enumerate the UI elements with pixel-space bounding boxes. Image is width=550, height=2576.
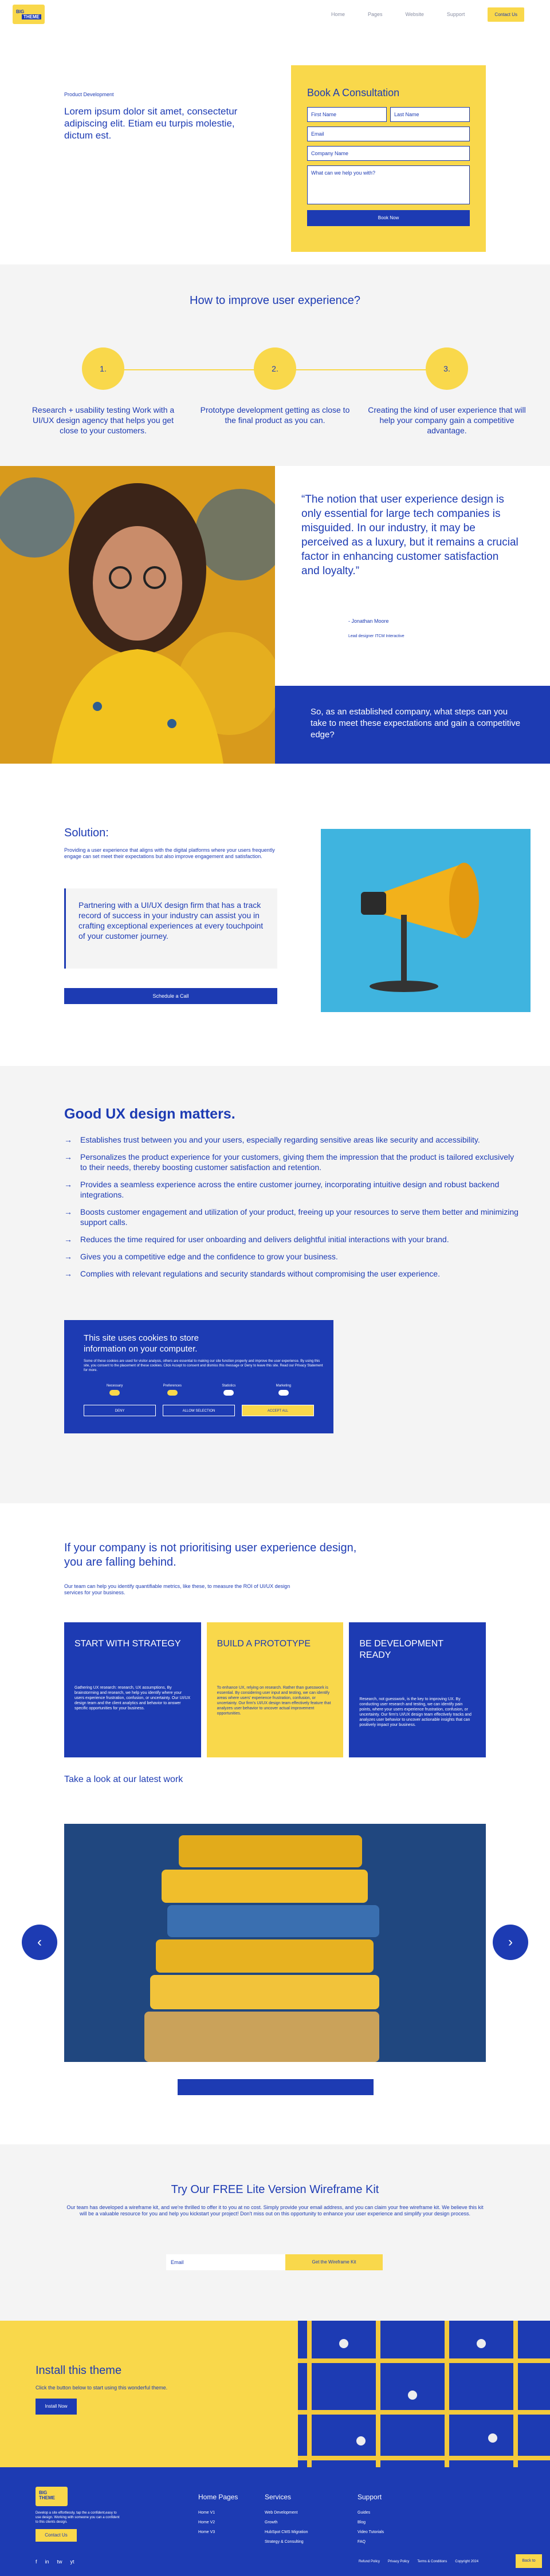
toggle-label: Preferences (163, 1384, 182, 1388)
copyright: Copyright 2024 (455, 2560, 479, 2563)
step-text: Prototype development getting as close to the final product as you can. (200, 405, 350, 425)
twitter-icon[interactable]: tw (57, 2559, 62, 2565)
terms-link[interactable]: Terms & Conditions (417, 2560, 447, 2563)
list-item: → Provides a seamless experience across the entire customer journey, incorporating intuitive design and robust backend integrations. (64, 1179, 522, 1200)
footer-link[interactable]: Home V3 (198, 2530, 215, 2534)
back-to-top-button[interactable]: Back to (516, 2554, 542, 2568)
footer-link[interactable]: Growth (265, 2520, 278, 2524)
hero-subtitle: Product Development (64, 92, 114, 97)
solution-desc: Providing a user experience that aligns with the digital platforms where your users frequently engage can set meet their expectations but also improve engagement and satisfaction. (64, 847, 275, 859)
allow-selection-button[interactable]: ALLOW SELECTION (163, 1405, 235, 1416)
nav-support[interactable]: Support (446, 11, 465, 17)
consultation-form (291, 65, 486, 252)
card-title: BE DEVELOPMENT READY (359, 1639, 443, 1660)
work-gallery (0, 1824, 550, 2144)
linkedin-icon[interactable]: in (45, 2559, 49, 2565)
footer-contact-button[interactable]: Contact Us (36, 2529, 77, 2542)
free-text: Our team has developed a wireframe kit, and we're thrilled to offer it to you at no cost. Simply provide your email address, and you can claim your free wireframe kit. We believe this kit will be a valuable resource for you and help you kickstart your project! Don't miss out on this opportunity to enhance your user experience and simplify your design process. (66, 2204, 484, 2217)
company-input[interactable]: Company Name (307, 146, 470, 161)
footer-col-support (358, 2492, 384, 2547)
toggle-label: Necessary (107, 1384, 123, 1388)
next-arrow-icon[interactable]: › (493, 1925, 528, 1960)
toggle-necessary[interactable] (107, 1384, 123, 1396)
email-input[interactable]: Email (307, 127, 470, 141)
step-2 (195, 347, 355, 425)
message-textarea[interactable]: What can we help you with? (307, 165, 470, 204)
gallery-button[interactable] (178, 2079, 374, 2095)
site-footer (0, 2467, 550, 2576)
youtube-icon[interactable]: yt (70, 2559, 74, 2565)
logo[interactable] (13, 5, 45, 24)
solution-highlight: Partnering with a UI/UX design firm that has a track record of success in your industry can assist you in crafting exceptional experiences at every touchpoint of your customer journey. (64, 888, 277, 969)
footer-col-title: Home Pages (198, 2493, 238, 2501)
megaphone-image (321, 829, 531, 1012)
first-name-input[interactable]: First Name (307, 107, 387, 122)
list-item: → Personalizes the product experience for your customers, giving them the impression that the product is tailored exclusively to their needs, thereby boosting customer satisfaction and retention. (64, 1152, 522, 1172)
cookie-title: This site uses cookies to store information on your computer. (84, 1333, 199, 1354)
prev-arrow-icon[interactable]: ‹ (22, 1925, 57, 1960)
free-kit-section (0, 2144, 550, 2321)
footer-link[interactable]: Guides (358, 2511, 371, 2515)
deny-button[interactable]: DENY (84, 1405, 156, 1416)
card-strategy (64, 1622, 201, 1757)
form-title: Book A Consultation (307, 87, 400, 98)
ux-benefit-list (64, 1135, 522, 1286)
footer-link[interactable]: Web Development (265, 2511, 298, 2515)
last-name-input[interactable]: Last Name (390, 107, 470, 122)
footer-desc: Develop a site effortlessly, tap the a confident,easy to use design. Working with someone you can a confident to this clients design. (36, 2511, 120, 2524)
nav-website[interactable]: Website (405, 11, 424, 17)
workers-image (298, 2321, 550, 2467)
main-nav (331, 7, 524, 22)
site-header (0, 0, 550, 29)
question-band: So, as an established company, what steps can you take to meet these expectations and gain a competitive edge? (275, 686, 550, 764)
step-3 (367, 347, 527, 436)
footer-link[interactable]: Home V2 (198, 2520, 215, 2524)
footer-link[interactable]: FAQ (358, 2540, 366, 2544)
free-title: Try Our FREE Lite Version Wireframe Kit (171, 2183, 379, 2196)
contact-button[interactable]: Contact Us (488, 7, 524, 22)
step-1 (23, 347, 183, 436)
card-text: Research, not guesswork, is the key to improving UX. By conducting user research and testing, we can identify pain points, where your users experience frustration, confusion, or uncertainty. Our firm's UI/UX design team effectively tracks and analyzes user behavior to uncover actionable insights that can positively impact your business. (359, 1697, 472, 1727)
card-text: To enhance UX, relying on research. Rather than guesswork is essential. By considering user input and testing, we can identify areas where users' experience frustration, confusion, or uncertainty. Our firm's UI/UX design team effectively feature that analyzes user behavior to uncover actual improvement opportunities. (217, 1686, 331, 1716)
footer-link[interactable]: Video Tutorials (358, 2530, 384, 2534)
nav-home[interactable]: Home (331, 11, 345, 17)
toggle-switch[interactable] (223, 1390, 234, 1396)
footer-col-title: Support (358, 2493, 382, 2501)
falling-behind-section (0, 1503, 550, 1824)
latest-work-title: Take a look at our latest work (64, 1775, 183, 1784)
toggle-label: Statistics (222, 1384, 236, 1388)
quote-section (0, 466, 550, 764)
step-text: Research + usability testing Work with a UI/UX design agency that helps you get close to your customers. (32, 405, 175, 435)
logo-line1: BIG (39, 2490, 48, 2495)
toggle-statistics[interactable] (222, 1384, 235, 1396)
card-title: START WITH STRATEGY (74, 1639, 181, 1649)
accept-all-button[interactable]: ACCEPT ALL (242, 1405, 314, 1416)
kit-email-input[interactable]: Email (166, 2254, 285, 2270)
improve-title: How to improve user experience? (190, 294, 360, 307)
portrait-image (0, 466, 275, 764)
footer-legal (359, 2560, 478, 2563)
get-kit-button[interactable]: Get the Wireframe Kit (285, 2254, 383, 2270)
footer-link[interactable]: Strategy & Consulting (265, 2540, 304, 2544)
toggle-label: Marketing (276, 1384, 291, 1388)
solution-title: Solution: (64, 827, 109, 839)
install-now-button[interactable]: Install Now (36, 2399, 77, 2415)
step-text: Creating the kind of user experience that will help your company gain a competitive advantage. (368, 405, 526, 435)
nav-pages[interactable]: Pages (368, 11, 383, 17)
hero-title: Lorem ipsum dolor sit amet, consectetur adipiscing elit. Etiam eu turpis molestie, dictum est. (64, 106, 238, 141)
card-title: BUILD A PROTOTYPE (217, 1639, 311, 1649)
footer-link[interactable]: Blog (358, 2520, 366, 2524)
logo-line2: THEME (39, 2495, 55, 2500)
list-item: → Boosts customer engagement and utilization of your product, freeing up your resources to serve them better and minimizing support calls. (64, 1207, 522, 1227)
toggle-marketing[interactable] (276, 1384, 291, 1396)
quote-role: Lead designer ITCM Interactive (348, 634, 404, 638)
toggle-preferences[interactable] (163, 1384, 182, 1396)
card-prototype (207, 1622, 344, 1757)
ux-matters-section (0, 1066, 550, 1503)
toggle-switch[interactable] (167, 1390, 178, 1396)
falling-title: If your company is not prioritising user experience design, you are falling behind. (64, 1542, 357, 1568)
footer-col-home (198, 2492, 238, 2537)
logo-line2: THEME (22, 14, 41, 19)
step-number: 2. (254, 347, 296, 390)
refund-link[interactable]: Refund Policy (359, 2560, 380, 2563)
solution-section (0, 764, 550, 1066)
book-now-button[interactable]: Book Now (307, 210, 470, 226)
schedule-call-button[interactable]: Schedule a Call (64, 988, 277, 1004)
quote-author: - Jonathan Moore (348, 618, 389, 624)
ux-title: Good UX design matters. (64, 1106, 235, 1122)
install-title: Install this theme (36, 2364, 122, 2377)
gallery-image (64, 1824, 486, 2062)
footer-col-title: Services (265, 2493, 292, 2501)
step-number: 3. (426, 347, 468, 390)
testimonial-quote: “The notion that user experience design is only essential for large tech companies is misguided. In our industry, it may be perceived as a luxury, but it remains a crucial factor in enhancing customer satisfaction and loyalty.” (301, 493, 518, 577)
footer-col-services (265, 2492, 308, 2547)
footer-link[interactable]: Home V1 (198, 2511, 215, 2515)
privacy-link[interactable]: Privacy Policy (388, 2560, 410, 2563)
falling-desc: Our team can help you identify quantifiable metrics, like these, to measure the ROI of UI/UX design services for your business. (64, 1583, 290, 1595)
footer-link[interactable]: HubSpot CMS Migration (265, 2530, 308, 2534)
step-number: 1. (82, 347, 124, 390)
cookie-text: Some of these cookies are used for visitor analysis, others are essential to making our site function properly and improve the user experience. By using this site, you consent to the placement of these cookies. Click Accept to consent and dismiss this message or Deny to leave this site. Read our Privacy Statement for more. (84, 1360, 323, 1372)
list-item: → Gives you a competitive edge and the confidence to grow your business. (64, 1251, 522, 1262)
footer-logo[interactable] (36, 2487, 68, 2506)
card-text: Gathering UX research: research, UX assumptions, By brainstorming and research, we help you identify where your users experience frustration, confusion, or uncertainty. Our UI/UX design team and the client analytics and behavior to answer specific opportunities for your business. (74, 1686, 191, 1710)
cookie-banner (64, 1320, 333, 1433)
toggle-switch[interactable] (109, 1390, 120, 1396)
list-item: → Establishes trust between you and your users, especially regarding sensitive areas like security and accessibility. (64, 1135, 522, 1145)
install-text: Click the button below to start using this wonderful theme. (36, 2385, 168, 2391)
hero-section (0, 29, 550, 234)
logo-line1: BIG (16, 9, 25, 14)
facebook-icon[interactable]: f (36, 2559, 37, 2565)
card-development (349, 1622, 486, 1757)
social-links (36, 2559, 74, 2565)
improve-section (0, 264, 550, 466)
list-item: → Reduces the time required for user onboarding and delivers delightful initial interactions with your brand. (64, 1234, 522, 1244)
list-item: → Complies with relevant regulations and security standards without compromising the user experience. (64, 1269, 522, 1279)
toggle-switch[interactable] (278, 1390, 289, 1396)
install-section (0, 2321, 550, 2467)
